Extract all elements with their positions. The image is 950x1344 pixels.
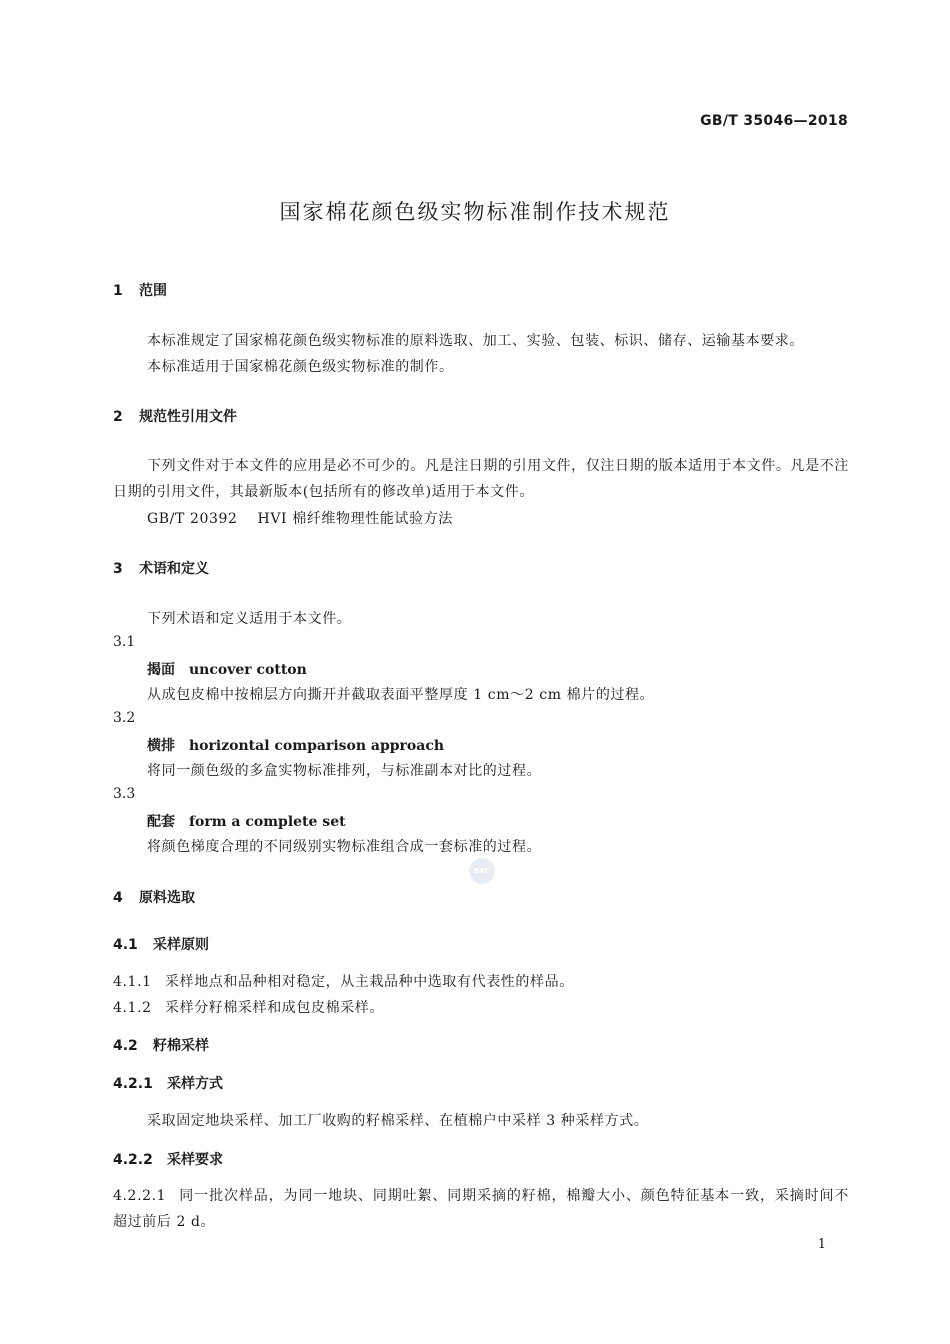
clause-number: 4.2.2.1	[113, 1188, 167, 1204]
reference-code: GB/T 20392	[147, 511, 238, 527]
subsection-number: 4.2.1	[113, 1076, 153, 1092]
clause-4-2-2-1	[113, 1183, 849, 1235]
term-definition: 将同一颜色级的多盒实物标准排列，与标准副本对比的过程。	[147, 763, 542, 779]
term-chinese: 配套	[147, 814, 175, 830]
clause-number: 4.1.1	[113, 974, 152, 990]
section-title: 范围	[139, 283, 167, 299]
term-number: 3.3	[113, 786, 136, 802]
section-title: 规范性引用文件	[139, 409, 237, 425]
document-title: 国家棉花颜色级实物标准制作技术规范	[279, 200, 671, 224]
sac-watermark-logo: SAC	[469, 858, 495, 884]
page-number: 1	[817, 1237, 826, 1252]
term-number: 3.2	[113, 710, 136, 726]
section-title: 原料选取	[139, 890, 195, 906]
section-4-heading	[113, 887, 195, 907]
section-1-paragraph-1: 本标准规定了国家棉花颜色级实物标准的原料选取、加工、实验、包装、标识、储存、运输基本要求。	[147, 333, 804, 349]
normative-reference	[147, 508, 453, 528]
subsection-4-2-1-heading	[113, 1073, 223, 1093]
clause-4-1-1	[113, 971, 574, 991]
subsection-4-2-heading	[113, 1035, 209, 1055]
subsection-number: 4.2.2	[113, 1152, 153, 1168]
section-2-heading	[113, 406, 237, 426]
subsection-title: 采样方式	[167, 1076, 223, 1092]
clause-4-1-2	[113, 997, 384, 1017]
term-definition: 从成包皮棉中按棉层方向撕开并截取表面平整厚度 1 cm～2 cm 棉片的过程。	[147, 687, 655, 703]
standard-code: GB/T 35046—2018	[700, 113, 848, 129]
subsection-4-2-2-heading	[113, 1149, 223, 1169]
clause-text: 采样分籽棉采样和成包皮棉采样。	[165, 1000, 384, 1016]
term-english: uncover cotton	[189, 662, 307, 678]
section-title: 术语和定义	[139, 561, 209, 577]
subsection-number: 4.2	[113, 1038, 138, 1054]
section-number: 4	[113, 890, 123, 906]
section-1-heading	[113, 280, 167, 300]
subsection-title: 籽棉采样	[153, 1038, 209, 1054]
term-number: 3.1	[113, 634, 136, 650]
clause-4-2-1-text: 采取固定地块采样、加工厂收购的籽棉采样、在植棉户中采样 3 种采样方式。	[147, 1113, 649, 1129]
section-3-heading	[113, 558, 209, 578]
clause-text: 采样地点和品种相对稳定，从主栽品种中选取有代表性的样品。	[165, 974, 574, 990]
clause-number: 4.1.2	[113, 1000, 152, 1016]
subsection-title: 采样要求	[167, 1152, 223, 1168]
section-3-intro: 下列术语和定义适用于本文件。	[147, 611, 352, 627]
section-number: 3	[113, 561, 123, 577]
term-chinese: 横排	[147, 738, 175, 754]
subsection-4-1-heading	[113, 934, 209, 954]
term-english: horizontal comparison approach	[189, 738, 445, 754]
reference-title: HVI 棉纤维物理性能试验方法	[257, 511, 453, 527]
section-2-paragraph: 下列文件对于本文件的应用是必不可少的。凡是注日期的引用文件，仅注日期的版本适用于本文件。凡是不注日期的引用文件，其最新版本(包括所有的修改单)适用于本文件。	[113, 458, 849, 500]
term-english: form a complete set	[189, 814, 346, 830]
subsection-title: 采样原则	[153, 937, 209, 953]
term-heading	[147, 811, 346, 831]
clause-text: 同一批次样品，为同一地块、同期吐絮、同期采摘的籽棉，棉瓣大小、颜色特征基本一致，采摘时间不超过前后 2 d。	[113, 1188, 849, 1230]
term-heading	[147, 735, 444, 755]
section-number: 1	[113, 283, 123, 299]
subsection-number: 4.1	[113, 937, 138, 953]
term-heading	[147, 659, 307, 679]
section-1-paragraph-2: 本标准适用于国家棉花颜色级实物标准的制作。	[147, 359, 454, 375]
term-chinese: 揭面	[147, 662, 175, 678]
term-definition: 将颜色梯度合理的不同级别实物标准组合成一套标准的过程。	[147, 839, 542, 855]
section-number: 2	[113, 409, 123, 425]
